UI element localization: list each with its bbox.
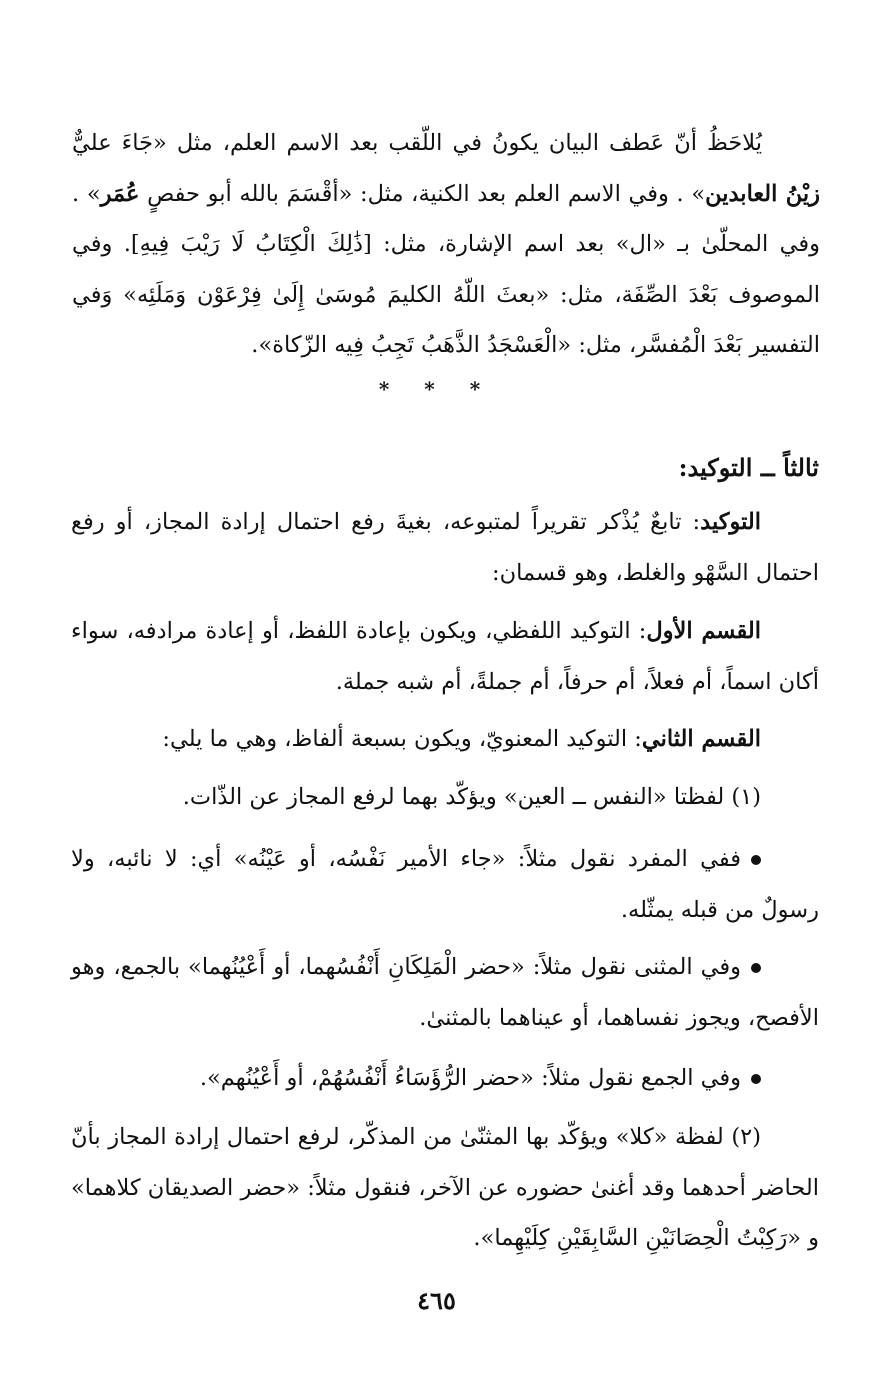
bullet1-text: ففي المفرد نقول مثلاً: «جاء الأمير نَفْسُه، أو عَيْنُه» أي: لا نائبه، ولا رسولٌ من قبله يمثّله. (71, 846, 819, 923)
definition-paragraph (71, 497, 819, 598)
intro-lead: يُلاحَظُ أنّ عَطف البيان يكونُ في اللّقب بعد الاسم العلم، مثل «جَاءَ عليٌّ (72, 130, 762, 156)
item2-text: (٢) لفظة «كلا» ويؤكّد بها المثنّىٰ من المذكّر، لرفع احتمال إرادة المجاز بأنّ الحاضر أحدهما وقد أغنىٰ حضوره عن الآخر، فنقول مثلاً: «حضر الصديقان كلاهما» و «رَكِبْتُ الْحِصَانَيْنِ السَّابِقَيْنِ كِلَيْهِما». (71, 1124, 819, 1251)
intro-paragraph (72, 118, 820, 371)
part1-text: : التوكيد اللفظي، ويكون بإعادة اللفظ، أو إعادة مرادفه، سواء أكان اسماً، أم فعلاً، أم حرفاً، أم جملةً، أم شبه جملة. (71, 618, 819, 695)
bullet1-paragraph (71, 834, 819, 935)
definition-text: : تابعٌ يُذْكر تقريراً لمتبوعه، بغيةَ رفع احتمال إرادة المجاز، أو رفع احتمال السَّهْو والغلط، وهو قسمان: (71, 509, 819, 586)
bullet2-paragraph (71, 942, 819, 1043)
bullet-dot-icon (751, 963, 761, 973)
bullet-dot-icon (751, 1074, 761, 1084)
bullet3-text: وفي الجمع نقول مثلاً: «حضر الرُّؤَسَاءُ أَنْفُسُهُمْ، أو أَعْيُنُهم». (199, 1065, 741, 1091)
bullet-dot-icon (751, 855, 761, 865)
part2-text: : التوكيد المعنويّ، ويكون بسبعة ألفاظ، وهي ما يلي: (162, 726, 642, 752)
bullet2-text: وفي المثنى نقول مثلاً: «حضر الْمَلِكَانِ أَنْفُسُهما، أو أَعْيُنُهما» بالجمع، وهو الأفصح، ويجوز نفساهما، أو عيناهما بالمثنىٰ. (71, 954, 819, 1031)
intro-bold-omar: عُمَر (100, 180, 140, 207)
item1-paragraph (71, 772, 819, 823)
section-divider: * * * (378, 377, 495, 401)
bullet3-paragraph (71, 1053, 819, 1104)
intro-rest: » . وفي المحلّىٰ بـ «ال» بعد اسم الإشارة، مثل: [ذَٰلِكَ الْكِتَابُ لَا رَيْبَ فِيهِ]. وفي الموصوف بَعْدَ الصِّفَة، مثل: «بعثَ اللّهُ الكليمَ مُوسَىٰ إِلَىٰ فِرْعَوْن وَمَلَئِه» وَفي التفسير بَعْدَ الْمُفسَّر، مثل: «الْعَسْجَدُ الذَّهَبُ تَجِبُ فِيه الزّكاة». (72, 180, 820, 358)
intro-bold-name: زيْنُ العابدين (705, 180, 820, 207)
page-number: ٤٦٥ (417, 1286, 456, 1315)
item2-paragraph (71, 1112, 819, 1264)
section-heading: ثالثاً ــ التوكيد: (678, 453, 819, 482)
definition-term: التوكيد (700, 509, 761, 535)
part1-term: القسم الأول (646, 618, 761, 644)
part2-term: القسم الثاني (641, 726, 761, 752)
part1-paragraph (71, 606, 819, 707)
item1-text: (١) لفظتا «النفس ــ العين» ويؤكّد بهما لرفع المجاز عن الذّات. (182, 784, 761, 810)
intro-mid: » . وفي الاسم العلم بعد الكنية، مثل: «أقْسَمَ بالله أبو حفصٍ (139, 180, 706, 207)
part2-paragraph (71, 714, 819, 765)
